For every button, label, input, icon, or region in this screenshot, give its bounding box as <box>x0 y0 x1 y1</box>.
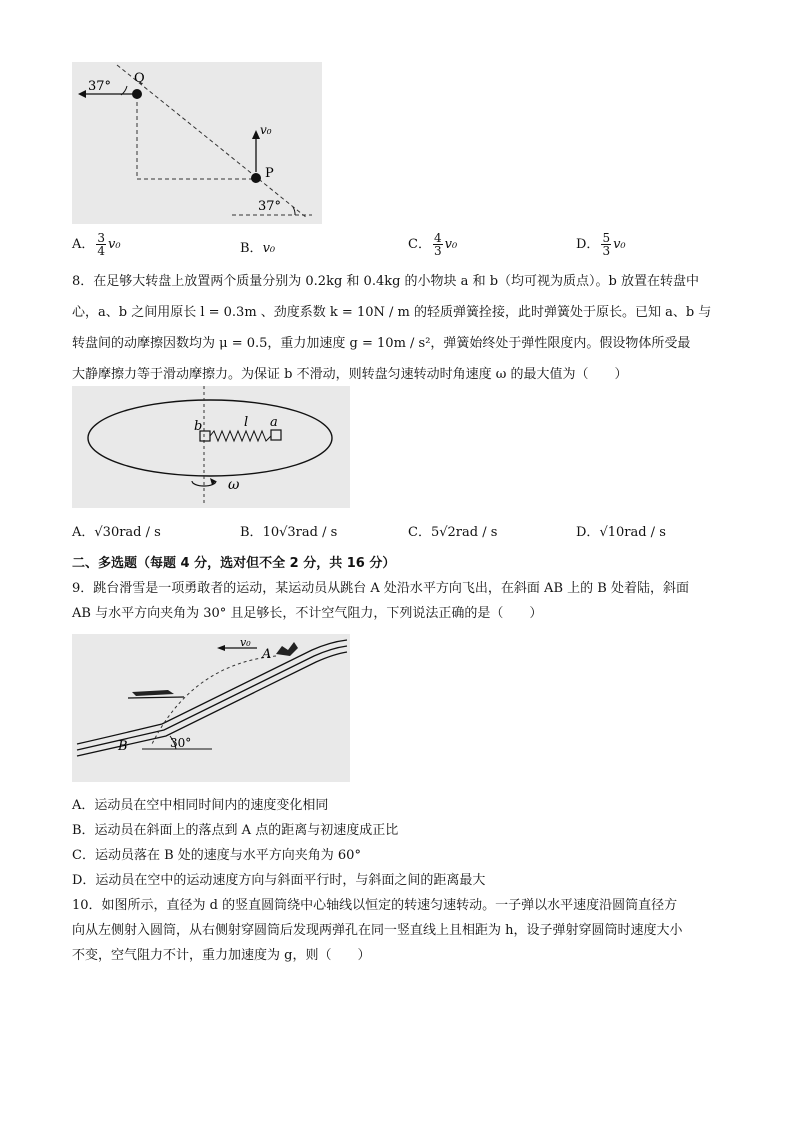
label-a: A <box>262 647 272 662</box>
option-letter: A． <box>72 237 95 252</box>
option-text: 5√2rad / s <box>430 525 498 540</box>
fraction: $\frac{5}{3}$ <box>602 231 611 258</box>
block-a <box>271 430 281 440</box>
figure-q9 <box>72 634 350 782</box>
q9-line-2: AB 与水平方向夹角为 30° 且足够长，不计空气阻力，下列说法正确的是（ ） <box>72 606 543 621</box>
q9-option-b[interactable]: B．运动员在斜面上的落点到 A 点的距离与初速度成正比 <box>72 823 399 838</box>
q7-option-d[interactable] <box>576 232 626 257</box>
option-letter: C． <box>408 237 431 252</box>
q8-line-3: 转盘间的动摩擦因数均为 μ = 0.5，重力加速度 g = 10m / s²，弹簧始终处于弹性限度内。假设物体所受最 <box>72 336 691 351</box>
label-angle: 30° <box>170 736 192 750</box>
label-b: B <box>118 739 128 754</box>
q7-option-b[interactable] <box>240 240 275 258</box>
label-l: l <box>244 415 249 430</box>
q8-line-1: 8．在足够大转盘上放置两个质量分别为 0.2kg 和 0.4kg 的小物块 a 和 b（均可视为质点）。b 放置在转盘中 <box>72 274 699 289</box>
velocity-label: v₀ <box>260 123 272 137</box>
skier-in-air <box>132 690 174 696</box>
q8-option-a[interactable] <box>72 524 161 542</box>
option-letter: D． <box>576 237 600 252</box>
q10-line-1: 10．如图所示，直径为 d 的竖直圆筒绕中心轴线以恒定的转速匀速转动。一子弹以水平速度沿圆筒直径方 <box>72 898 678 913</box>
point-p-label: P <box>265 166 274 181</box>
option-letter: C． <box>408 525 431 540</box>
angle-top-label: 37° <box>88 79 112 94</box>
q8-line-2: 心，a、b 之间用原长 l = 0.3m 、劲度系数 k = 10N / m 的轻质弹簧拴接，此时弹簧处于原长。已知 a、b 与 <box>72 305 712 320</box>
q7-option-c[interactable] <box>408 232 457 257</box>
q9-option-a[interactable]: A．运动员在空中相同时间内的速度变化相同 <box>72 798 329 813</box>
q10-line-3: 不变，空气阻力不计，重力加速度为 g，则（ ） <box>72 948 371 963</box>
q9-option-d[interactable]: D．运动员在空中的运动速度方向与斜面平行时，与斜面之间的距离最大 <box>72 873 486 888</box>
q9-line-1: 9．跳台滑雪是一项勇敢者的运动，某运动员从跳台 A 处沿水平方向飞出，在斜面 AB 上的 B 处着陆，斜面 <box>72 581 689 596</box>
q10-line-2: 向从左侧射入圆筒，从右侧射穿圆筒后发现两弹孔在同一竖直线上且相距为 h，设子弹射穿圆筒时速度大小 <box>72 923 683 938</box>
q8-line-4: 大静摩擦力等于滑动摩擦力。为保证 b 不滑动，则转盘匀速转动时角速度 ω 的最大值为（ ） <box>72 367 628 382</box>
figure-q7 <box>72 62 322 224</box>
figure-q8 <box>72 386 350 508</box>
point-q-label: Q <box>134 71 145 86</box>
label-b: b <box>194 419 203 434</box>
label-v0: v₀ <box>240 636 251 649</box>
option-text: √30rad / s <box>94 525 161 540</box>
q9-option-c[interactable]: C．运动员落在 B 处的速度与水平方向夹角为 60° <box>72 848 361 863</box>
spring <box>210 431 271 441</box>
q8-option-d[interactable] <box>576 524 666 542</box>
option-text: v₀ <box>262 241 276 256</box>
option-letter: D． <box>576 525 600 540</box>
option-text: √10rad / s <box>599 525 666 540</box>
label-omega: ω <box>228 477 240 493</box>
option-letter: A． <box>72 525 95 540</box>
option-tail: v₀ <box>444 237 458 252</box>
fraction: $\frac{4}{3}$ <box>433 231 442 258</box>
turntable-diagram <box>72 386 350 508</box>
option-letter: B． <box>240 241 263 256</box>
option-letter: B． <box>240 525 263 540</box>
option-tail: v₀ <box>613 237 626 252</box>
q8-option-b[interactable] <box>240 524 337 542</box>
label-a: a <box>270 415 278 430</box>
fraction: $\frac{3}{4}$ <box>97 231 106 258</box>
q7-option-a[interactable] <box>72 232 121 257</box>
ski-jump-diagram <box>72 634 350 782</box>
angle-bottom-label: 37° <box>258 199 282 214</box>
incline-diagram <box>72 62 322 224</box>
section-heading: 二、多选题（每题 4 分，选对但不全 2 分，共 16 分） <box>72 556 396 571</box>
option-text: 10√3rad / s <box>262 525 338 540</box>
point-q-dot <box>132 89 142 99</box>
point-p-dot <box>251 173 261 183</box>
option-tail: v₀ <box>108 237 121 252</box>
skier-at-a <box>276 642 298 656</box>
q8-option-c[interactable] <box>408 524 497 542</box>
